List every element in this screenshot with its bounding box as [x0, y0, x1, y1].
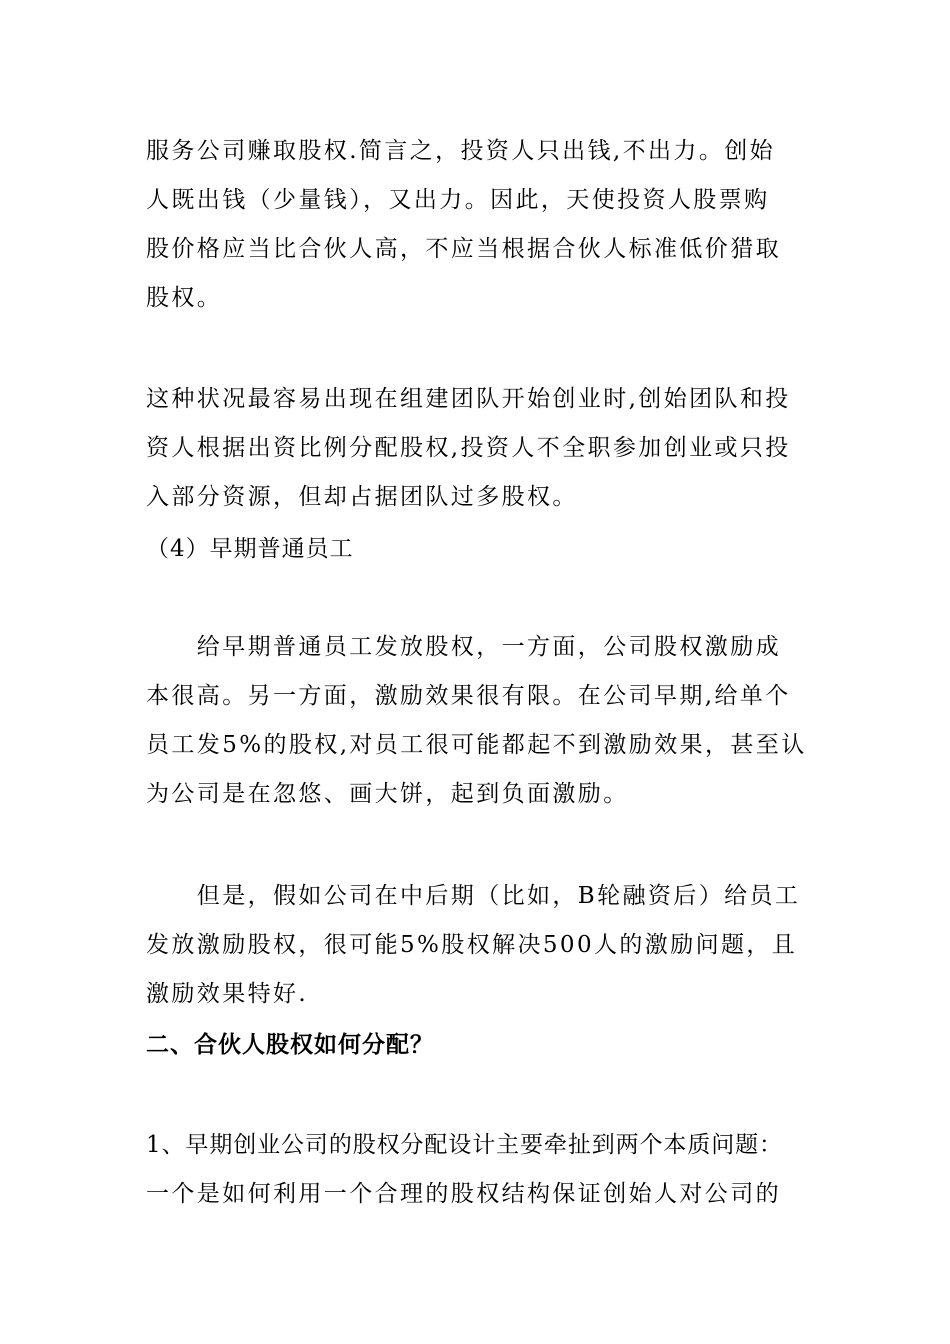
text-line: 股价格应当比合伙人高，不应当根据合伙人标准低价猎取	[146, 236, 781, 262]
text-line: 服务公司赚取股权.简言之，投资人只出钱,不出力。创始	[146, 138, 776, 164]
text-line: 股权。	[146, 285, 223, 311]
text-line: 一个是如何利用一个合理的股权结构保证创始人对公司的	[146, 1181, 781, 1207]
text-line: 1、早期创业公司的股权分配设计主要牵扯到两个本质问题：	[146, 1132, 783, 1158]
text-line: 发放激励股权，很可能5%股权解决500人的激励问题，且	[146, 932, 798, 958]
heading-text: 二、合伙人股权如何分配？	[146, 1031, 434, 1058]
text-line: 激励效果特好.	[146, 981, 309, 1007]
text-line: 这种状况最容易出现在组建团队开始创业时,创始团队和投	[146, 386, 791, 412]
text-line: 人既出钱（少量钱），又出力。因此，天使投资人股票购	[146, 187, 770, 213]
text-line: 为公司是在忽悠、画大饼，起到负面激励。	[146, 781, 629, 807]
text-line: 但是，假如公司在中后期（比如，B轮融资后）给员工	[146, 883, 801, 909]
text-line: 员工发5%的股权,对员工很可能都起不到激励效果，甚至认	[146, 732, 807, 758]
text-line: 给早期普通员工发放股权，一方面，公司股权激励成	[146, 634, 781, 660]
text-line: 本很高。另一方面，激励效果很有限。在公司早期,给单个	[146, 683, 791, 709]
subheading-text: （4）早期普通员工	[146, 536, 354, 562]
text-line: 资人根据出资比例分配股权,投资人不全职参加创业或只投	[146, 435, 791, 461]
text-line: 入部分资源，但却占据团队过多股权。	[146, 484, 578, 510]
